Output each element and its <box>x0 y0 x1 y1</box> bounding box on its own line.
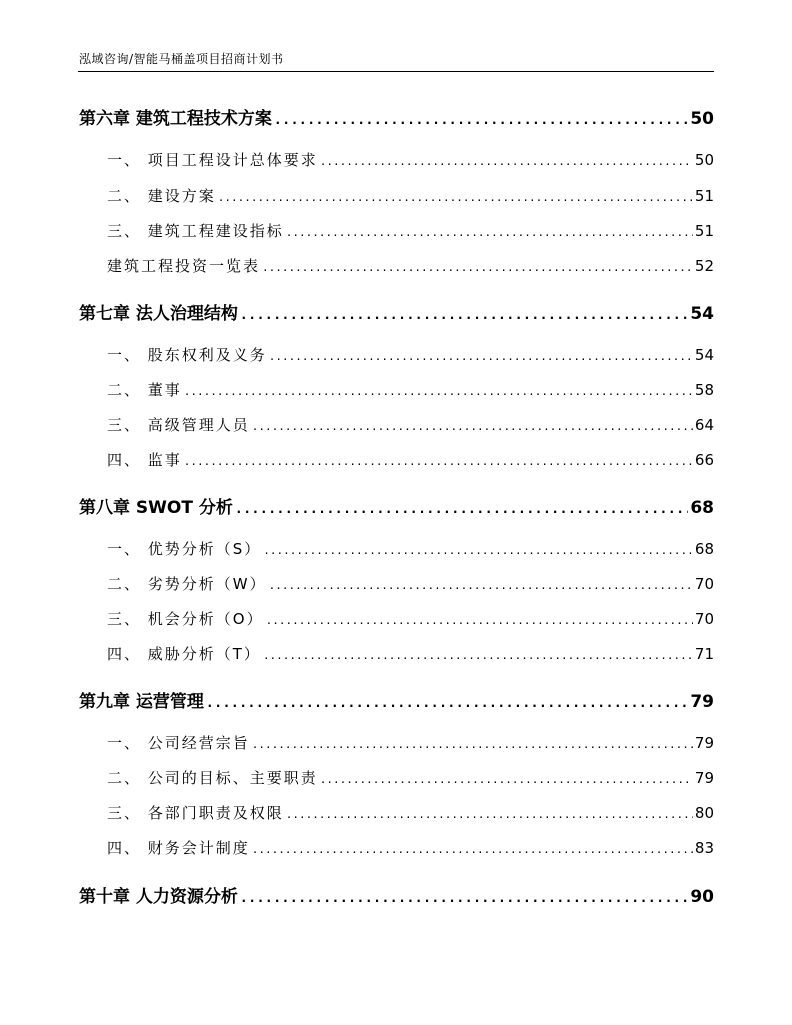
dot-leader <box>274 113 688 128</box>
dot-leader <box>252 843 693 856</box>
toc-entry-title: 三、 建筑工程建设指标 <box>107 222 284 240</box>
toc-page-number: 79 <box>694 734 714 752</box>
toc-page-number: 79 <box>694 769 714 787</box>
toc-chapter-entry[interactable] <box>79 299 714 324</box>
toc-section-entry[interactable] <box>79 573 714 594</box>
toc-section-entry[interactable] <box>79 220 714 241</box>
toc-entry-title: 二、 公司的目标、主要职责 <box>107 769 318 787</box>
toc-entry-title: 一、 优势分析（S） <box>107 540 262 558</box>
dot-leader <box>240 891 688 906</box>
dot-leader <box>235 502 688 517</box>
dot-leader <box>286 808 693 821</box>
dot-leader <box>184 455 693 468</box>
toc-section-entry[interactable] <box>79 255 714 276</box>
toc-section-entry[interactable] <box>79 732 714 753</box>
toc-entry-title: 一、 公司经营宗旨 <box>107 734 250 752</box>
toc-page-number: 54 <box>694 346 714 364</box>
toc-entry-title: 二、 劣势分析（W） <box>107 575 267 593</box>
dot-leader <box>218 191 693 204</box>
toc-section-entry[interactable] <box>79 449 714 470</box>
toc-page-number: 58 <box>694 381 714 399</box>
toc-chapter-entry[interactable] <box>79 687 714 712</box>
toc-section-entry[interactable] <box>79 379 714 400</box>
toc-entry-title: 第六章 建筑工程技术方案 <box>79 109 272 129</box>
header-rule <box>78 71 714 72</box>
toc-page-number: 79 <box>690 692 714 712</box>
dot-leader <box>269 350 693 363</box>
toc-entry-title: 二、 董事 <box>107 381 182 399</box>
toc-page-number: 52 <box>694 257 714 275</box>
toc-section-entry[interactable] <box>79 767 714 788</box>
toc-page-number: 83 <box>694 839 714 857</box>
toc-entry-title: 一、 项目工程设计总体要求 <box>107 151 318 169</box>
dot-leader <box>263 649 693 662</box>
toc-page-number: 64 <box>694 416 714 434</box>
toc-page-number: 54 <box>690 304 714 324</box>
toc-section-entry[interactable] <box>79 344 714 365</box>
toc-chapter-entry[interactable] <box>79 882 714 907</box>
toc-section-entry[interactable] <box>79 802 714 823</box>
toc-page-number: 68 <box>690 498 714 518</box>
toc-page-number: 70 <box>694 575 714 593</box>
toc-entry-title: 二、 建设方案 <box>107 187 216 205</box>
toc-section-entry[interactable] <box>79 837 714 858</box>
toc-page-number: 68 <box>694 540 714 558</box>
toc-page-number: 50 <box>690 109 714 129</box>
toc-page-number: 66 <box>694 451 714 469</box>
dot-leader <box>252 420 693 433</box>
toc-section-entry[interactable] <box>79 185 714 206</box>
toc-section-entry[interactable] <box>79 608 714 629</box>
toc-page-number: 90 <box>690 887 714 907</box>
toc-chapter-entry[interactable] <box>79 104 714 129</box>
toc-entry-title: 第七章 法人治理结构 <box>79 304 238 324</box>
dot-leader <box>240 308 688 323</box>
toc-entry-title: 三、 机会分析（O） <box>107 610 264 628</box>
toc-page-number: 51 <box>694 187 714 205</box>
running-header: 泓域咨询/智能马桶盖项目招商计划书 <box>79 52 284 66</box>
dot-leader <box>252 738 693 751</box>
toc-page-number: 50 <box>694 151 714 169</box>
toc-entry-title: 四、 监事 <box>107 451 182 469</box>
toc-entry-title: 第九章 运营管理 <box>79 692 204 712</box>
dot-leader <box>184 385 693 398</box>
dot-leader <box>320 773 693 786</box>
toc-entry-title: 第十章 人力资源分析 <box>79 887 238 907</box>
toc-chapter-entry[interactable] <box>79 493 714 518</box>
toc-page-number: 51 <box>694 222 714 240</box>
toc-entry-title: 四、 威胁分析（T） <box>107 645 261 663</box>
toc-entry-title: 四、 财务会计制度 <box>107 839 250 857</box>
dot-leader <box>266 614 693 627</box>
toc-entry-title: 第八章 SWOT 分析 <box>79 498 233 518</box>
toc-entry-title: 建筑工程投资一览表 <box>107 257 261 275</box>
toc-section-entry[interactable] <box>79 149 714 170</box>
toc-entry-title: 一、 股东权利及义务 <box>107 346 267 364</box>
dot-leader <box>206 696 688 711</box>
dot-leader <box>269 579 693 592</box>
toc-page-number: 71 <box>694 645 714 663</box>
toc-entry-title: 三、 各部门职责及权限 <box>107 804 284 822</box>
dot-leader <box>320 155 693 168</box>
dot-leader <box>262 261 693 274</box>
toc-section-entry[interactable] <box>79 538 714 559</box>
toc-page-number: 80 <box>694 804 714 822</box>
toc-section-entry[interactable] <box>79 414 714 435</box>
toc-section-entry[interactable] <box>79 643 714 664</box>
dot-leader <box>286 226 693 239</box>
toc-page-number: 70 <box>694 610 714 628</box>
toc-entry-title: 三、 高级管理人员 <box>107 416 250 434</box>
dot-leader <box>263 544 693 557</box>
